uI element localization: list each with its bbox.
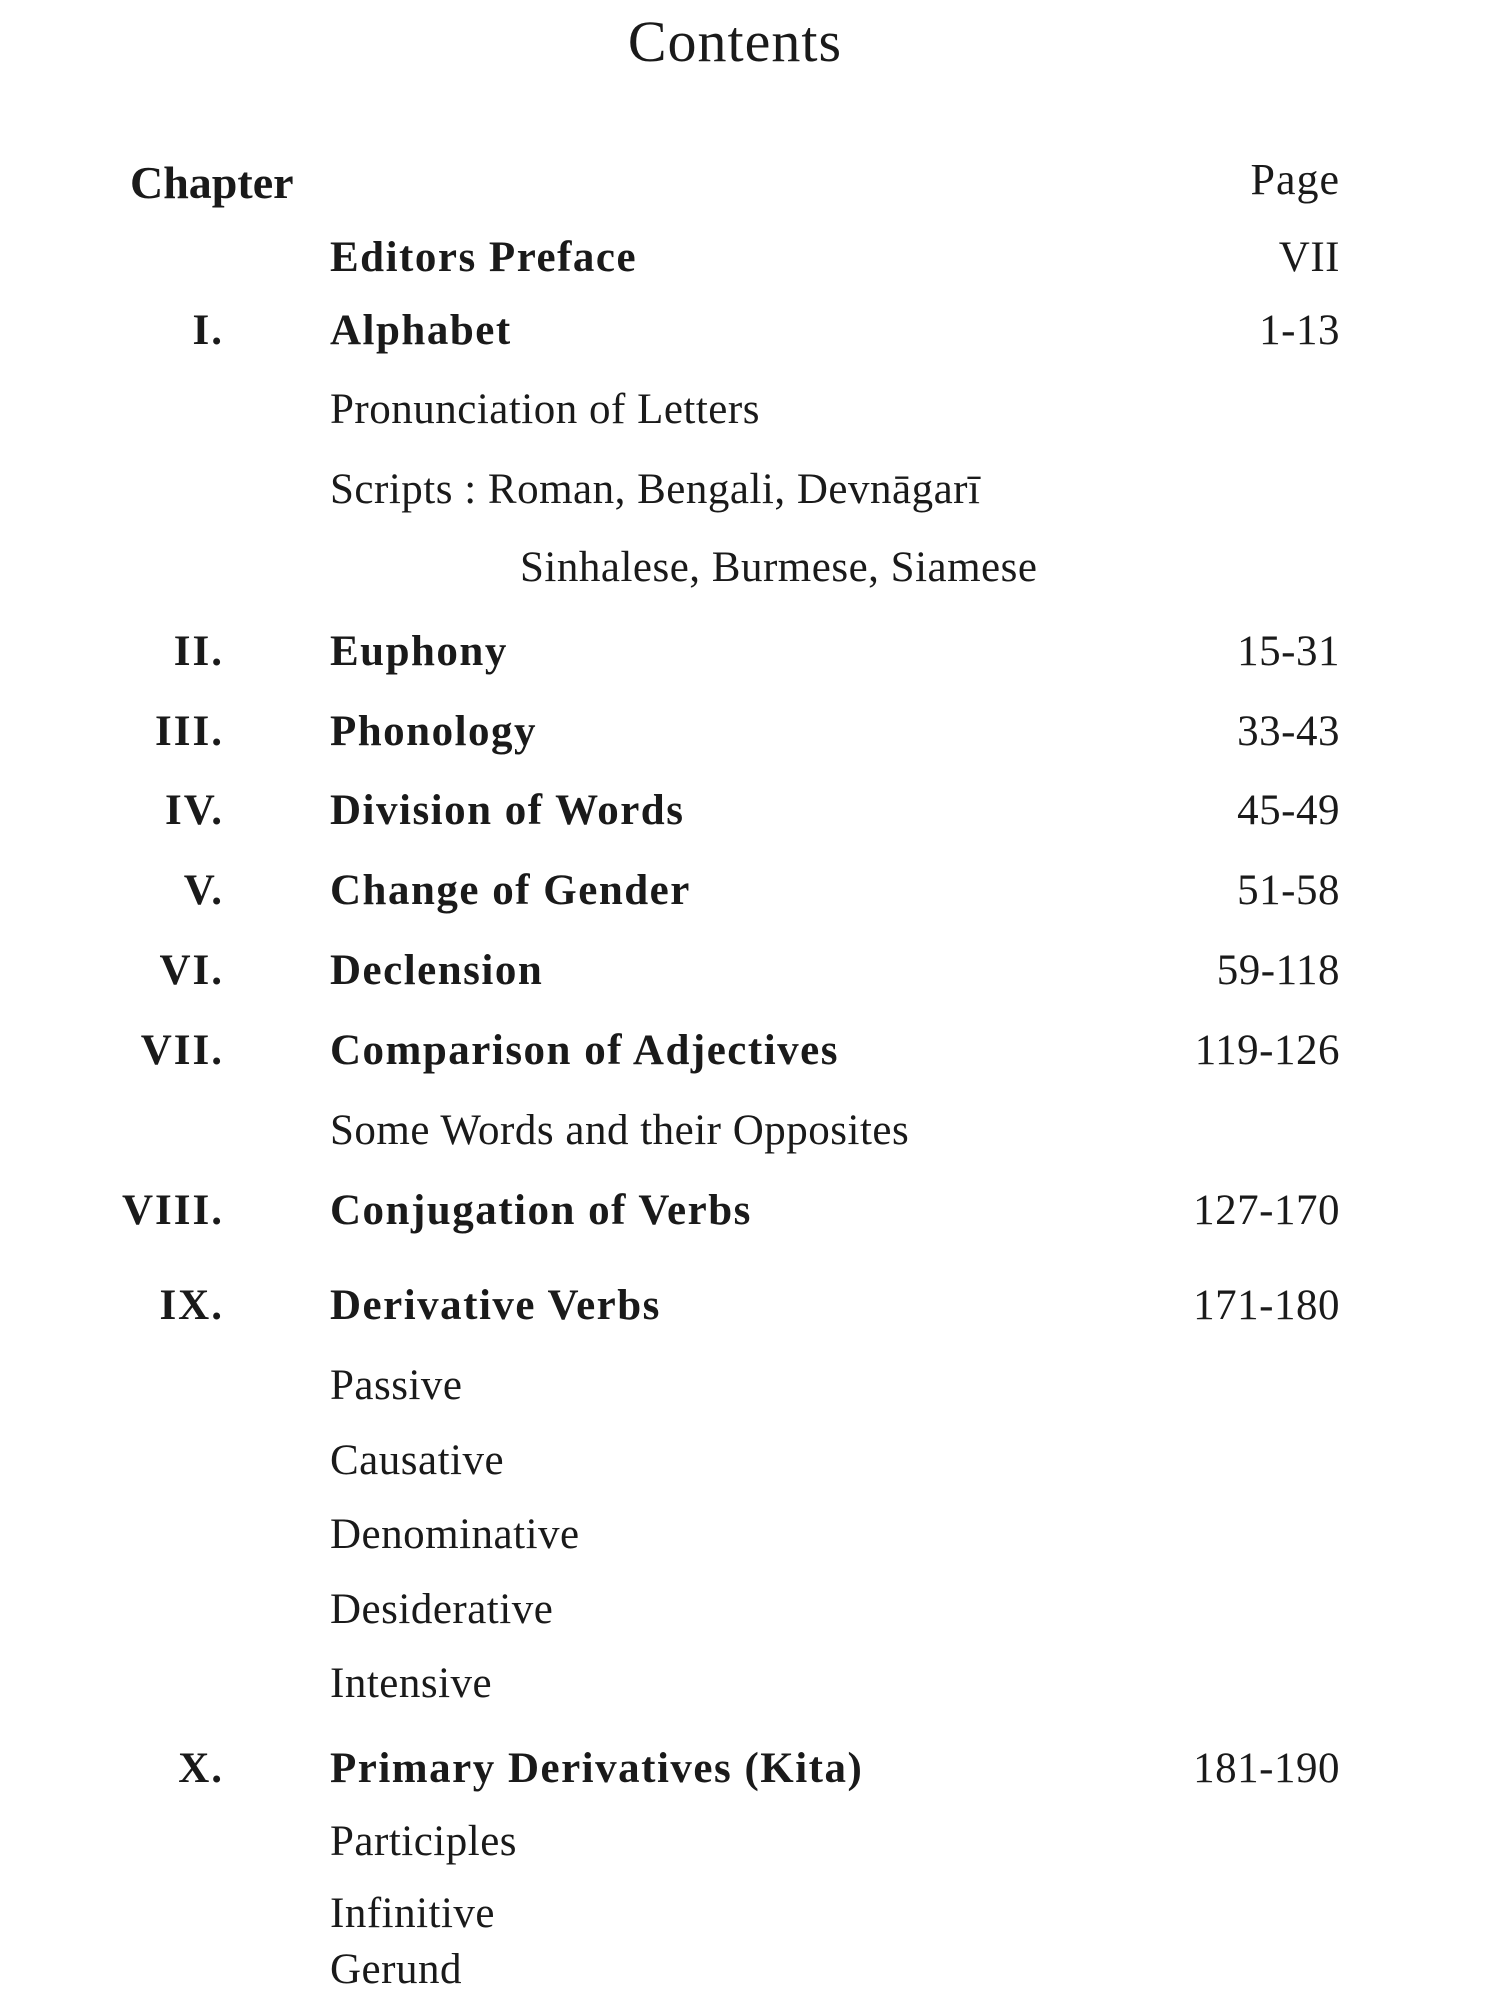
entry-title: Alphabet xyxy=(330,307,512,354)
entry-title: Phonology xyxy=(330,708,538,755)
toc-subentry xyxy=(0,1580,1500,1640)
toc-entry-change-of-gender xyxy=(0,861,1500,921)
toc-subentry xyxy=(0,1884,1500,1944)
entry-title: Scripts : Roman, Bengali, Devnāgarī xyxy=(330,466,981,513)
entry-title: Derivative Verbs xyxy=(330,1282,661,1329)
toc-entry-declension xyxy=(0,941,1500,1001)
page-range: 171-180 xyxy=(1193,1282,1340,1329)
page-range: VII xyxy=(1278,234,1340,281)
chapter-number: X. xyxy=(178,1745,224,1792)
chapter-number: IX. xyxy=(159,1282,224,1329)
toc-subentry xyxy=(0,1101,1500,1161)
toc-subentry xyxy=(0,1505,1500,1565)
toc-entry-comparison-of-adjectives xyxy=(0,1021,1500,1081)
toc-entry-euphony xyxy=(0,622,1500,682)
entry-title: Change of Gender xyxy=(330,867,691,914)
toc-entry-conjugation-of-verbs xyxy=(0,1181,1500,1241)
toc-entry-alphabet xyxy=(0,301,1500,361)
toc-subentry xyxy=(0,1654,1500,1714)
chapter-number: VIII. xyxy=(121,1187,224,1234)
entry-title: Gerund xyxy=(330,1946,462,1993)
toc-entry-derivative-verbs xyxy=(0,1276,1500,1336)
toc-subentry xyxy=(0,538,1500,598)
entry-title: Conjugation of Verbs xyxy=(330,1187,752,1234)
page-range: 1-13 xyxy=(1259,307,1340,354)
entry-title: Intensive xyxy=(330,1660,493,1707)
chapter-number: IV. xyxy=(165,787,224,834)
entry-title: Desiderative xyxy=(330,1586,554,1633)
toc-subentry xyxy=(0,1431,1500,1491)
page-range: 45-49 xyxy=(1237,787,1340,834)
chapter-number: VI. xyxy=(159,947,224,994)
chapter-number: III. xyxy=(155,708,224,755)
page-range: 181-190 xyxy=(1193,1745,1340,1792)
chapter-number: VII. xyxy=(140,1027,224,1074)
entry-title: Division of Words xyxy=(330,787,685,834)
toc-entry-division-of-words xyxy=(0,781,1500,841)
toc-entry-phonology xyxy=(0,702,1500,762)
entry-title: Some Words and their Opposites xyxy=(330,1107,910,1154)
page-column-header: Page xyxy=(1250,155,1340,204)
toc-subentry xyxy=(0,380,1500,440)
page-range: 15-31 xyxy=(1237,628,1340,675)
entry-title: Participles xyxy=(330,1818,518,1865)
entry-title: Sinhalese, Burmese, Siamese xyxy=(520,544,1038,591)
toc-subentry xyxy=(0,1812,1500,1872)
page-range: 119-126 xyxy=(1194,1027,1340,1074)
toc-subentry xyxy=(0,1356,1500,1416)
entry-title: Pronunciation of Letters xyxy=(330,386,760,433)
entry-title: Editors Preface xyxy=(330,234,638,281)
toc-entry-primary-derivatives xyxy=(0,1739,1500,1799)
entry-title: Causative xyxy=(330,1437,505,1484)
chapter-number: II. xyxy=(173,628,224,675)
entry-title: Infinitive xyxy=(330,1890,496,1937)
toc-entry-editors-preface xyxy=(0,228,1500,288)
entry-title: Declension xyxy=(330,947,544,994)
page-range: 127-170 xyxy=(1193,1187,1340,1234)
toc-subentry xyxy=(0,460,1500,520)
toc-subentry xyxy=(0,1940,1500,2000)
entry-title: Denominative xyxy=(330,1511,580,1558)
entry-title: Euphony xyxy=(330,628,508,675)
chapter-number: V. xyxy=(183,867,224,914)
page-range: 59-118 xyxy=(1216,947,1340,994)
chapter-number: I. xyxy=(192,307,224,354)
page-title: Contents xyxy=(627,9,843,74)
entry-title: Primary Derivatives (Kita) xyxy=(330,1745,864,1792)
page-range: 33-43 xyxy=(1237,708,1340,755)
chapter-column-header: Chapter xyxy=(130,157,294,208)
page-range: 51-58 xyxy=(1237,867,1340,914)
entry-title: Comparison of Adjectives xyxy=(330,1027,839,1074)
entry-title: Passive xyxy=(330,1362,463,1409)
